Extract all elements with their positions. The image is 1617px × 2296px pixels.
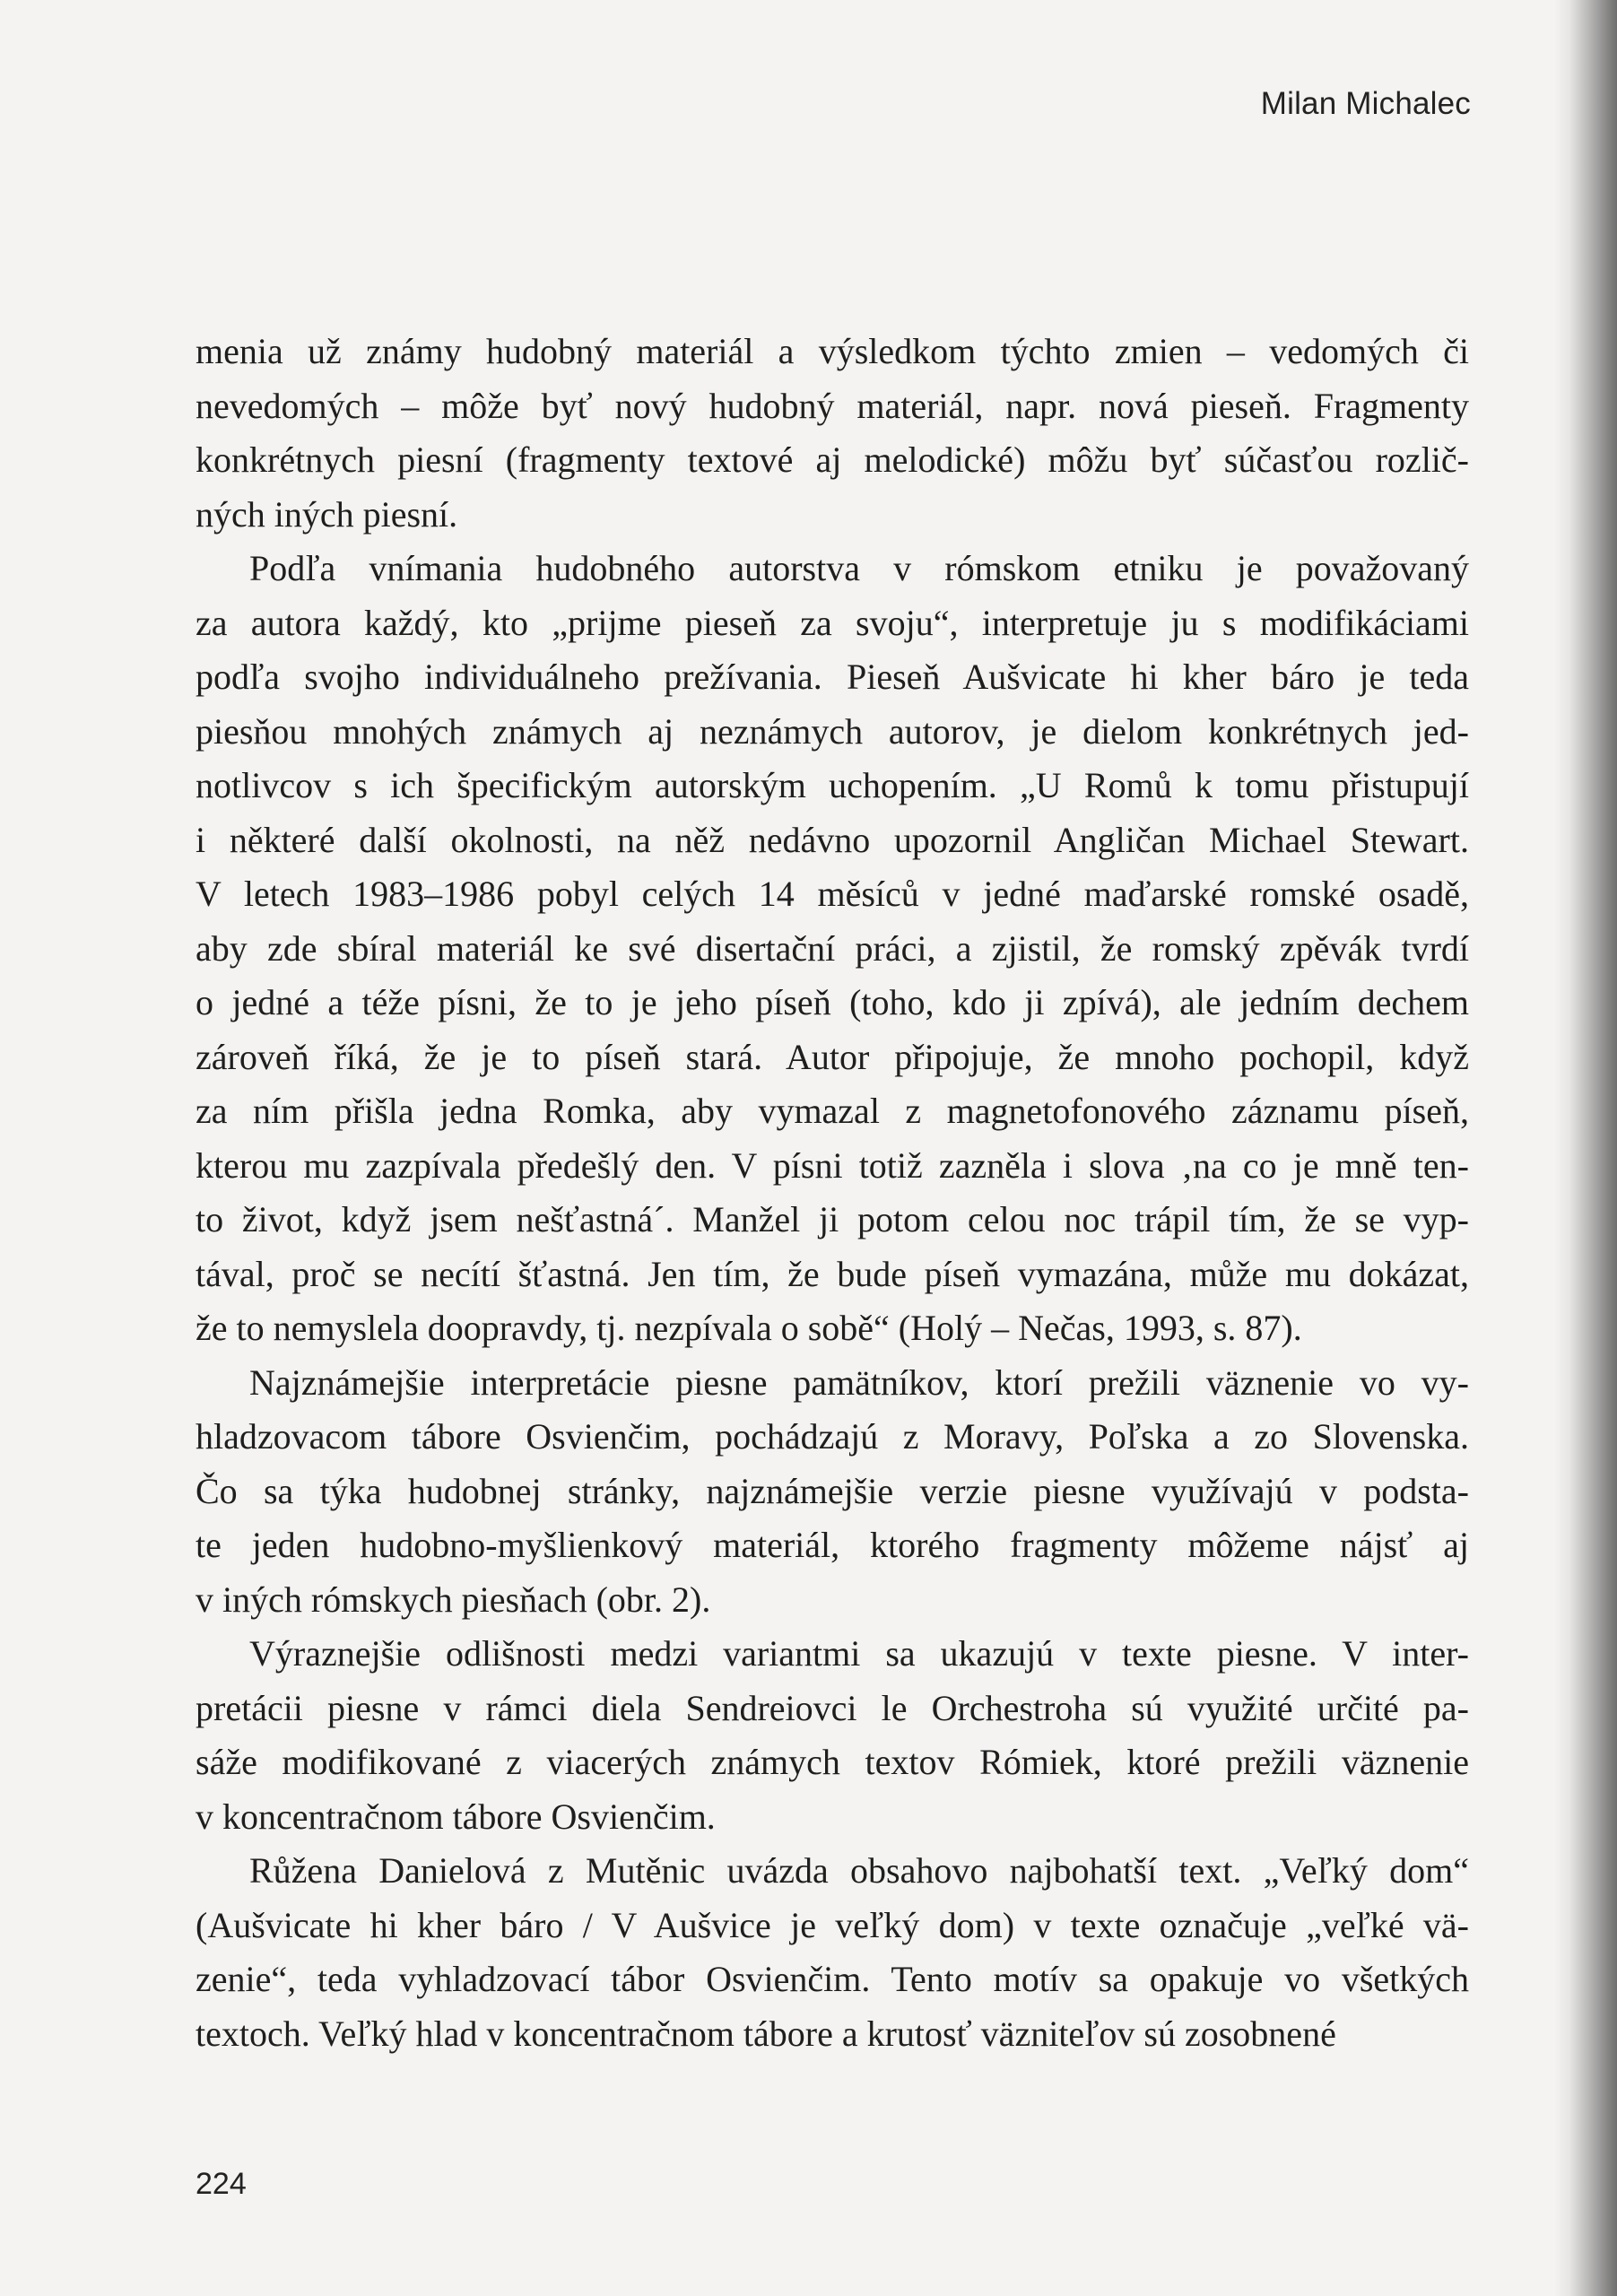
paragraph [196, 1844, 1469, 2061]
page-number: 224 [196, 2167, 247, 2201]
body-text [196, 325, 1469, 2061]
text-line: textoch. Veľký hlad v koncentračnom tábore a krutosť väzniteľov sú zosobnené [196, 2013, 1336, 2054]
running-head-author: Milan Michalec [1260, 86, 1471, 121]
text-line: pretácii piesne v rámci diela Sendreiovci le Orchestroha sú využité určité pa- [196, 1687, 1469, 1728]
text-line: v iných rómskych piesňach (obr. 2). [196, 1578, 711, 1620]
text-line: Výraznejšie odlišnosti medzi variantmi sa ukazujú v texte piesne. V inter- [249, 1633, 1469, 1674]
text-line: podľa svojho individuálneho prežívania. Pieseň Aušvicate hi kher báro je teda [196, 657, 1469, 697]
text-line: aby zde sbíral materiál ke své disertační práci, a zjistil, že romský zpěvák tvrdí [196, 927, 1469, 969]
text-line: za autora každý, kto „prijme pieseň za svoju“, interpretuje ju s modifikáciami [196, 602, 1469, 643]
text-line: te jeden hudobno-myšlienkový materiál, ktorého fragmenty môžeme nájsť aj [196, 1525, 1469, 1565]
paragraph [196, 1356, 1469, 1628]
text-line: zenie“, teda vyhladzovací tábor Osvienčim. Tento motív sa opakuje vo všetkých [196, 1959, 1469, 1999]
text-line: Čo sa týka hudobnej stránky, najznámejšie verzie piesne využívajú v podsta- [196, 1470, 1469, 1511]
text-line: tával, proč se necítí šťastná. Jen tím, že bude píseň vymazána, může mu dokázat, [196, 1253, 1469, 1294]
text-line: to život, když jsem nešťastná´. Manžel ji potom celou noc trápil tím, že se vyp- [196, 1199, 1469, 1239]
text-line: (Aušvicate hi kher báro / V Aušvice je veľký dom) v texte označuje „veľké vä- [196, 1904, 1469, 1945]
text-line: kterou mu zazpívala předešlý den. V písni totiž zazněla i slova ‚na co je mně ten- [196, 1144, 1469, 1186]
text-line: za ním přišla jedna Romka, aby vymazal z magnetofonového záznamu píseň, [196, 1091, 1469, 1131]
text-line: i některé další okolnosti, na něž nedávno upozornil Angličan Michael Stewart. [196, 819, 1469, 860]
text-line: konkrétnych piesní (fragmenty textové aj melodické) môžu byť súčasťou rozlič- [196, 439, 1469, 480]
text-line: sáže modifikované z viacerých známych textov Rómiek, ktoré prežili väznenie [196, 1742, 1469, 1782]
paragraph [196, 542, 1469, 1356]
text-line: menia už známy hudobný materiál a výsledkom týchto zmien – vedomých či [196, 331, 1469, 371]
text-line: zároveň říká, že je to píseň stará. Autor připojuje, že mnoho pochopil, když [196, 1036, 1469, 1077]
text-line: Podľa vnímania hudobného autorstva v rómskom etniku je považovaný [249, 548, 1469, 588]
text-line: Najznámejšie interpretácie piesne pamätníkov, ktorí prežili väznenie vo vy- [249, 1361, 1469, 1403]
text-line: notlivcov s ich špecifickým autorským uchopením. „U Romů k tomu přistupují [196, 765, 1469, 805]
paragraph [196, 325, 1469, 542]
text-line: nevedomých – môže byť nový hudobný materiál, napr. nová pieseň. Fragmenty [196, 385, 1469, 426]
text-line: V letech 1983–1986 pobyl celých 14 měsíců v jedné maďarské romské osadě, [196, 874, 1469, 914]
text-line: že to nemyslela doopravdy, tj. nezpívala o sobě“ (Holý – Nečas, 1993, s. 87). [196, 1308, 1302, 1348]
text-line: piesňou mnohých známych aj neznámych autorov, je dielom konkrétnych jed- [196, 710, 1469, 752]
paragraph [196, 1627, 1469, 1844]
page-gutter-shadow [1554, 0, 1617, 2296]
text-line: o jedné a téže písni, že to je jeho píseň (toho, kdo ji zpívá), ale jedním dechem [196, 982, 1469, 1022]
text-line: Růžena Danielová z Mutěnic uvázda obsahovo najbohatší text. „Veľký dom“ [249, 1850, 1469, 1891]
text-line: ných iných piesní. [196, 493, 458, 535]
text-line: hladzovacom tábore Osvienčim, pochádzajú z Moravy, Poľska a zo Slovenska. [196, 1416, 1469, 1457]
text-line: v koncentračnom tábore Osvienčim. [196, 1796, 716, 1837]
